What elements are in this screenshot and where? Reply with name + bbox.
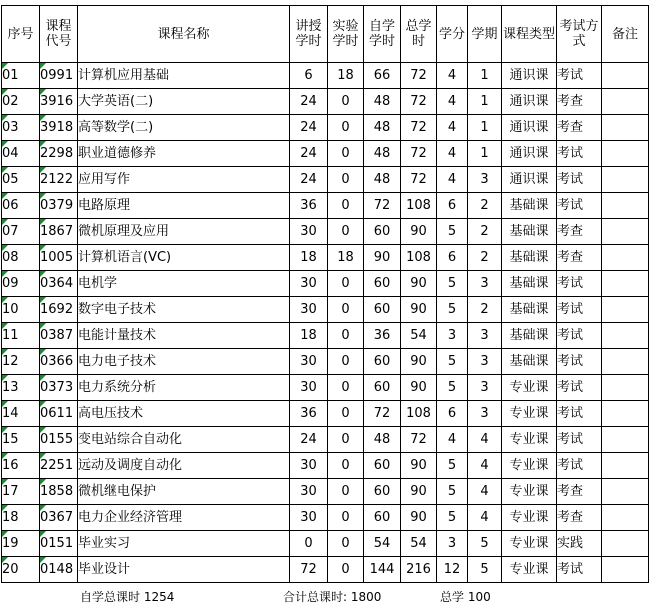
cell-remarks[interactable] [602, 193, 649, 219]
cell-exam-method[interactable]: 考查 [557, 245, 602, 271]
cell-remarks[interactable] [602, 297, 649, 323]
cell-lab-hours[interactable]: 18 [328, 63, 364, 89]
cell-lab-hours[interactable]: 0 [328, 531, 364, 557]
cell-course-name[interactable]: 电力电子技术 [78, 349, 290, 375]
cell-semester[interactable]: 1 [468, 63, 502, 89]
cell-seq[interactable]: 08 [2, 245, 40, 271]
cell-credits[interactable]: 3 [437, 531, 468, 557]
cell-credits[interactable]: 4 [437, 115, 468, 141]
cell-lab-hours[interactable]: 0 [328, 297, 364, 323]
cell-course-type[interactable]: 基础课 [502, 271, 557, 297]
cell-total-hours[interactable]: 90 [401, 349, 437, 375]
cell-lab-hours[interactable]: 0 [328, 505, 364, 531]
cell-code[interactable]: 3918 [40, 115, 78, 141]
cell-credits[interactable]: 5 [437, 219, 468, 245]
cell-exam-method[interactable]: 考试 [557, 401, 602, 427]
cell-course-name[interactable]: 职业道德修养 [78, 141, 290, 167]
table-row [2, 271, 649, 297]
cell-code[interactable]: 0387 [40, 323, 78, 349]
table-row [2, 349, 649, 375]
cell-code[interactable]: 1867 [40, 219, 78, 245]
cell-total-hours[interactable]: 90 [401, 453, 437, 479]
cell-course-name[interactable]: 高电压技术 [78, 401, 290, 427]
cell-course-name[interactable]: 电力系统分析 [78, 375, 290, 401]
cell-credits[interactable]: 6 [437, 401, 468, 427]
cell-remarks[interactable] [602, 89, 649, 115]
cell-semester[interactable]: 3 [468, 167, 502, 193]
cell-total-hours[interactable]: 90 [401, 271, 437, 297]
cell-course-name[interactable]: 计算机语言(VC) [78, 245, 290, 271]
table-row [2, 219, 649, 245]
cell-lab-hours[interactable]: 0 [328, 349, 364, 375]
header-self-study-hours[interactable]: 自学学时 [364, 6, 401, 63]
cell-seq[interactable]: 05 [2, 167, 40, 193]
cell-remarks[interactable] [602, 479, 649, 505]
cell-seq[interactable]: 10 [2, 297, 40, 323]
cell-code[interactable]: 3916 [40, 89, 78, 115]
cell-remarks[interactable] [602, 141, 649, 167]
cell-semester[interactable]: 4 [468, 427, 502, 453]
cell-code[interactable]: 0379 [40, 193, 78, 219]
table-row [2, 479, 649, 505]
credits-total: 总学 100 [440, 590, 491, 604]
overall-hours-total: 合计总课时: 1800 [283, 590, 382, 604]
cell-self-study-hours[interactable]: 60 [364, 375, 401, 401]
cell-remarks[interactable] [602, 505, 649, 531]
cell-lecture-hours[interactable]: 24 [290, 427, 328, 453]
cell-total-hours[interactable]: 108 [401, 193, 437, 219]
cell-exam-method[interactable]: 考查 [557, 505, 602, 531]
cell-total-hours[interactable]: 72 [401, 427, 437, 453]
cell-lecture-hours[interactable]: 30 [290, 479, 328, 505]
cell-lecture-hours[interactable]: 30 [290, 349, 328, 375]
cell-self-study-hours[interactable]: 60 [364, 349, 401, 375]
cell-self-study-hours[interactable]: 48 [364, 89, 401, 115]
cell-remarks[interactable] [602, 531, 649, 557]
course-table [1, 5, 649, 583]
cell-self-study-hours[interactable]: 60 [364, 297, 401, 323]
cell-semester[interactable]: 5 [468, 557, 502, 583]
cell-seq[interactable]: 15 [2, 427, 40, 453]
cell-code[interactable]: 0151 [40, 531, 78, 557]
cell-seq[interactable]: 04 [2, 141, 40, 167]
cell-code[interactable]: 0367 [40, 505, 78, 531]
cell-lecture-hours[interactable]: 24 [290, 115, 328, 141]
cell-credits[interactable]: 5 [437, 375, 468, 401]
cell-remarks[interactable] [602, 115, 649, 141]
cell-code[interactable]: 0991 [40, 63, 78, 89]
cell-course-type[interactable]: 专业课 [502, 479, 557, 505]
cell-remarks[interactable] [602, 167, 649, 193]
cell-credits[interactable]: 5 [437, 505, 468, 531]
cell-exam-method[interactable]: 考试 [557, 297, 602, 323]
cell-seq[interactable]: 19 [2, 531, 40, 557]
cell-semester[interactable]: 2 [468, 245, 502, 271]
table-row [2, 531, 649, 557]
cell-code[interactable]: 0364 [40, 271, 78, 297]
cell-lecture-hours[interactable]: 0 [290, 531, 328, 557]
cell-course-type[interactable]: 通识课 [502, 89, 557, 115]
cell-seq[interactable]: 01 [2, 63, 40, 89]
cell-course-type[interactable]: 通识课 [502, 141, 557, 167]
cell-code[interactable]: 0611 [40, 401, 78, 427]
cell-seq[interactable]: 20 [2, 557, 40, 583]
cell-credits[interactable]: 5 [437, 349, 468, 375]
cell-credits[interactable]: 4 [437, 141, 468, 167]
cell-total-hours[interactable]: 54 [401, 323, 437, 349]
cell-semester[interactable]: 2 [468, 193, 502, 219]
cell-code[interactable]: 2251 [40, 453, 78, 479]
cell-seq[interactable]: 11 [2, 323, 40, 349]
cell-course-name[interactable]: 远动及调度自动化 [78, 453, 290, 479]
cell-total-hours[interactable]: 90 [401, 219, 437, 245]
cell-exam-method[interactable]: 考试 [557, 427, 602, 453]
cell-lecture-hours[interactable]: 36 [290, 401, 328, 427]
cell-lecture-hours[interactable]: 30 [290, 271, 328, 297]
cell-exam-method[interactable]: 考试 [557, 63, 602, 89]
cell-remarks[interactable] [602, 271, 649, 297]
cell-seq[interactable]: 18 [2, 505, 40, 531]
cell-course-type[interactable]: 基础课 [502, 219, 557, 245]
table-row [2, 167, 649, 193]
table-row [2, 193, 649, 219]
table-row [2, 63, 649, 89]
cell-self-study-hours[interactable]: 72 [364, 193, 401, 219]
cell-exam-method[interactable]: 考查 [557, 89, 602, 115]
cell-semester[interactable]: 5 [468, 531, 502, 557]
table-body [2, 63, 649, 583]
cell-credits[interactable]: 4 [437, 89, 468, 115]
cell-semester[interactable]: 4 [468, 453, 502, 479]
cell-semester[interactable]: 3 [468, 375, 502, 401]
cell-credits[interactable]: 6 [437, 245, 468, 271]
cell-lecture-hours[interactable]: 24 [290, 141, 328, 167]
cell-lecture-hours[interactable]: 30 [290, 505, 328, 531]
cell-course-name[interactable]: 微机继电保护 [78, 479, 290, 505]
header-code[interactable]: 课程代号 [40, 6, 78, 63]
cell-lab-hours[interactable]: 0 [328, 193, 364, 219]
cell-exam-method[interactable]: 考查 [557, 115, 602, 141]
cell-code[interactable]: 1858 [40, 479, 78, 505]
table-row [2, 557, 649, 583]
cell-exam-method[interactable]: 考试 [557, 167, 602, 193]
cell-seq[interactable]: 06 [2, 193, 40, 219]
cell-course-type[interactable]: 专业课 [502, 427, 557, 453]
cell-credits[interactable]: 4 [437, 427, 468, 453]
cell-total-hours[interactable]: 216 [401, 557, 437, 583]
cell-lab-hours[interactable]: 0 [328, 557, 364, 583]
cell-lecture-hours[interactable]: 30 [290, 219, 328, 245]
cell-lecture-hours[interactable]: 36 [290, 193, 328, 219]
cell-course-name[interactable]: 微机原理及应用 [78, 219, 290, 245]
header-total-hours[interactable]: 总学时 [401, 6, 437, 63]
cell-credits[interactable]: 12 [437, 557, 468, 583]
cell-total-hours[interactable]: 72 [401, 141, 437, 167]
cell-credits[interactable]: 4 [437, 63, 468, 89]
cell-semester[interactable]: 3 [468, 323, 502, 349]
cell-code[interactable]: 2298 [40, 141, 78, 167]
cell-remarks[interactable] [602, 401, 649, 427]
table-row [2, 141, 649, 167]
cell-course-name[interactable]: 大学英语(二) [78, 89, 290, 115]
cell-semester[interactable]: 1 [468, 115, 502, 141]
cell-credits[interactable]: 5 [437, 453, 468, 479]
cell-credits[interactable]: 5 [437, 479, 468, 505]
cell-course-name[interactable]: 电能计量技术 [78, 323, 290, 349]
cell-semester[interactable]: 2 [468, 219, 502, 245]
cell-self-study-hours[interactable]: 60 [364, 479, 401, 505]
cell-self-study-hours[interactable]: 48 [364, 427, 401, 453]
header-credits[interactable]: 学分 [437, 6, 468, 63]
cell-remarks[interactable] [602, 375, 649, 401]
cell-semester[interactable]: 3 [468, 401, 502, 427]
cell-code[interactable]: 0373 [40, 375, 78, 401]
header-row [2, 6, 649, 63]
cell-course-type[interactable]: 基础课 [502, 349, 557, 375]
cell-course-type[interactable]: 基础课 [502, 297, 557, 323]
cell-lab-hours[interactable]: 0 [328, 401, 364, 427]
cell-lab-hours[interactable]: 0 [328, 375, 364, 401]
cell-seq[interactable]: 13 [2, 375, 40, 401]
cell-exam-method[interactable]: 考查 [557, 219, 602, 245]
cell-code[interactable]: 2122 [40, 167, 78, 193]
cell-course-type[interactable]: 专业课 [502, 557, 557, 583]
table-row [2, 427, 649, 453]
cell-course-type[interactable]: 通识课 [502, 63, 557, 89]
table-row [2, 323, 649, 349]
cell-self-study-hours[interactable]: 144 [364, 557, 401, 583]
cell-course-type[interactable]: 专业课 [502, 531, 557, 557]
cell-total-hours[interactable]: 108 [401, 245, 437, 271]
cell-exam-method[interactable]: 考试 [557, 323, 602, 349]
cell-seq[interactable]: 17 [2, 479, 40, 505]
cell-total-hours[interactable]: 90 [401, 297, 437, 323]
cell-lecture-hours[interactable]: 30 [290, 375, 328, 401]
cell-credits[interactable]: 6 [437, 193, 468, 219]
cell-credits[interactable]: 4 [437, 167, 468, 193]
header-lab-hours[interactable]: 实验学时 [328, 6, 364, 63]
cell-seq[interactable]: 14 [2, 401, 40, 427]
cell-remarks[interactable] [602, 219, 649, 245]
cell-code[interactable]: 1692 [40, 297, 78, 323]
cell-lecture-hours[interactable]: 18 [290, 245, 328, 271]
cell-self-study-hours[interactable]: 66 [364, 63, 401, 89]
cell-self-study-hours[interactable]: 60 [364, 271, 401, 297]
cell-semester[interactable]: 3 [468, 271, 502, 297]
cell-course-name[interactable]: 高等数学(二) [78, 115, 290, 141]
cell-course-type[interactable]: 基础课 [502, 323, 557, 349]
cell-lecture-hours[interactable]: 6 [290, 63, 328, 89]
cell-exam-method[interactable]: 考试 [557, 557, 602, 583]
cell-seq[interactable]: 16 [2, 453, 40, 479]
cell-semester[interactable]: 3 [468, 349, 502, 375]
cell-course-type[interactable]: 通识课 [502, 115, 557, 141]
cell-self-study-hours[interactable]: 54 [364, 531, 401, 557]
cell-semester[interactable]: 1 [468, 141, 502, 167]
cell-credits[interactable]: 5 [437, 271, 468, 297]
cell-code[interactable]: 0155 [40, 427, 78, 453]
cell-seq[interactable]: 09 [2, 271, 40, 297]
cell-self-study-hours[interactable]: 90 [364, 245, 401, 271]
cell-lab-hours[interactable]: 0 [328, 323, 364, 349]
table-row [2, 401, 649, 427]
cell-remarks[interactable] [602, 557, 649, 583]
cell-code[interactable]: 0148 [40, 557, 78, 583]
cell-lab-hours[interactable]: 0 [328, 89, 364, 115]
header-course-type[interactable]: 课程类型 [502, 6, 557, 63]
cell-course-type[interactable]: 通识课 [502, 167, 557, 193]
cell-course-name[interactable]: 毕业设计 [78, 557, 290, 583]
cell-lab-hours[interactable]: 0 [328, 167, 364, 193]
cell-lab-hours[interactable]: 18 [328, 245, 364, 271]
cell-lecture-hours[interactable]: 30 [290, 453, 328, 479]
cell-exam-method[interactable]: 考试 [557, 193, 602, 219]
cell-self-study-hours[interactable]: 60 [364, 219, 401, 245]
cell-self-study-hours[interactable]: 60 [364, 453, 401, 479]
cell-semester[interactable]: 4 [468, 479, 502, 505]
cell-credits[interactable]: 5 [437, 297, 468, 323]
cell-lab-hours[interactable]: 0 [328, 453, 364, 479]
cell-self-study-hours[interactable]: 60 [364, 505, 401, 531]
cell-exam-method[interactable]: 考试 [557, 141, 602, 167]
cell-remarks[interactable] [602, 427, 649, 453]
cell-course-type[interactable]: 专业课 [502, 375, 557, 401]
cell-lab-hours[interactable]: 0 [328, 141, 364, 167]
self-study-total: 自学总课时 1254 [80, 590, 175, 604]
cell-lecture-hours[interactable]: 24 [290, 167, 328, 193]
cell-lab-hours[interactable]: 0 [328, 427, 364, 453]
cell-course-name[interactable]: 电路原理 [78, 193, 290, 219]
header-seq[interactable]: 序号 [2, 6, 40, 63]
cell-seq[interactable]: 02 [2, 89, 40, 115]
cell-lecture-hours[interactable]: 18 [290, 323, 328, 349]
cell-lecture-hours[interactable]: 72 [290, 557, 328, 583]
cell-seq[interactable]: 03 [2, 115, 40, 141]
table-row [2, 89, 649, 115]
cell-course-name[interactable]: 应用写作 [78, 167, 290, 193]
cell-exam-method[interactable]: 考试 [557, 375, 602, 401]
cell-semester[interactable]: 1 [468, 89, 502, 115]
cell-semester[interactable]: 2 [468, 297, 502, 323]
cell-course-type[interactable]: 基础课 [502, 245, 557, 271]
cell-course-name[interactable]: 电力企业经济管理 [78, 505, 290, 531]
header-semester[interactable]: 学期 [468, 6, 502, 63]
cell-exam-method[interactable]: 考试 [557, 349, 602, 375]
cell-course-type[interactable]: 专业课 [502, 453, 557, 479]
cell-remarks[interactable] [602, 349, 649, 375]
cell-self-study-hours[interactable]: 48 [364, 141, 401, 167]
header-course-name[interactable]: 课程名称 [78, 6, 290, 63]
cell-total-hours[interactable]: 108 [401, 401, 437, 427]
cell-lab-hours[interactable]: 0 [328, 219, 364, 245]
cell-lab-hours[interactable]: 0 [328, 115, 364, 141]
cell-remarks[interactable] [602, 453, 649, 479]
cell-code[interactable]: 0366 [40, 349, 78, 375]
table-row [2, 453, 649, 479]
cell-total-hours[interactable]: 72 [401, 115, 437, 141]
cell-semester[interactable]: 4 [468, 505, 502, 531]
cell-course-name[interactable]: 变电站综合自动化 [78, 427, 290, 453]
cell-total-hours[interactable]: 72 [401, 167, 437, 193]
table-row [2, 375, 649, 401]
header-remarks[interactable]: 备注 [602, 6, 649, 63]
cell-lecture-hours[interactable]: 30 [290, 297, 328, 323]
cell-total-hours[interactable]: 90 [401, 375, 437, 401]
table-row [2, 245, 649, 271]
cell-lab-hours[interactable]: 0 [328, 271, 364, 297]
cell-exam-method[interactable]: 考试 [557, 453, 602, 479]
cell-self-study-hours[interactable]: 48 [364, 167, 401, 193]
cell-remarks[interactable] [602, 63, 649, 89]
cell-total-hours[interactable]: 90 [401, 505, 437, 531]
cell-lab-hours[interactable]: 0 [328, 479, 364, 505]
cell-total-hours[interactable]: 72 [401, 63, 437, 89]
cell-exam-method[interactable]: 考试 [557, 271, 602, 297]
header-exam-method[interactable]: 考试方式 [557, 6, 602, 63]
table-row [2, 115, 649, 141]
cell-self-study-hours[interactable]: 72 [364, 401, 401, 427]
cell-credits[interactable]: 3 [437, 323, 468, 349]
cell-remarks[interactable] [602, 323, 649, 349]
header-lecture-hours[interactable]: 讲授学时 [290, 6, 328, 63]
cell-remarks[interactable] [602, 245, 649, 271]
table-row [2, 297, 649, 323]
cell-seq[interactable]: 07 [2, 219, 40, 245]
cell-code[interactable]: 1005 [40, 245, 78, 271]
cell-self-study-hours[interactable]: 48 [364, 115, 401, 141]
table-row [2, 505, 649, 531]
cell-lecture-hours[interactable]: 24 [290, 89, 328, 115]
cell-course-name[interactable]: 毕业实习 [78, 531, 290, 557]
cell-course-type[interactable]: 专业课 [502, 401, 557, 427]
cell-total-hours[interactable]: 54 [401, 531, 437, 557]
cell-exam-method[interactable]: 实践 [557, 531, 602, 557]
cell-seq[interactable]: 12 [2, 349, 40, 375]
cell-course-type[interactable]: 基础课 [502, 193, 557, 219]
cell-exam-method[interactable]: 考查 [557, 479, 602, 505]
cell-total-hours[interactable]: 90 [401, 479, 437, 505]
cell-course-type[interactable]: 专业课 [502, 505, 557, 531]
cell-self-study-hours[interactable]: 36 [364, 323, 401, 349]
cell-course-name[interactable]: 计算机应用基础 [78, 63, 290, 89]
cell-course-name[interactable]: 数字电子技术 [78, 297, 290, 323]
cell-total-hours[interactable]: 72 [401, 89, 437, 115]
cell-course-name[interactable]: 电机学 [78, 271, 290, 297]
